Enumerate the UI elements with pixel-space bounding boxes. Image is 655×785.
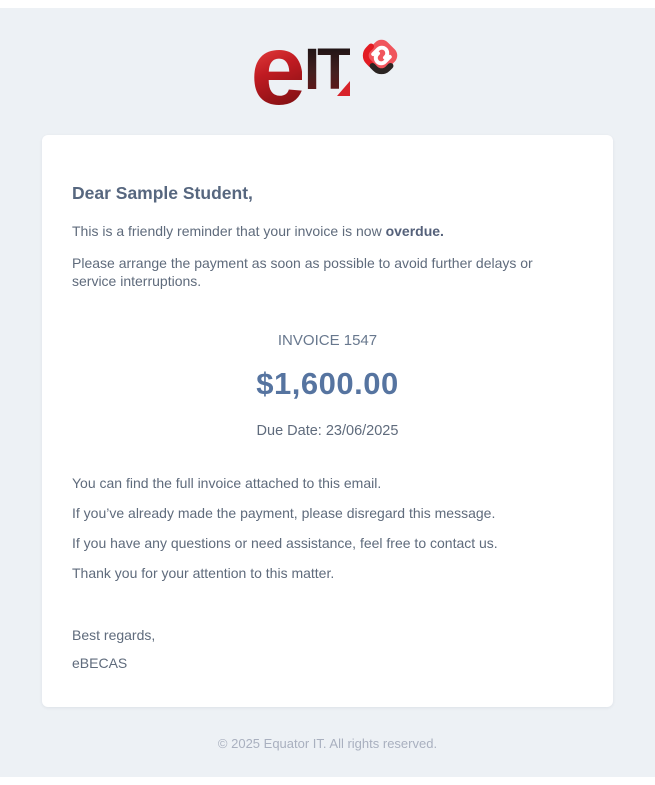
greeting: Dear Sample Student, [72,183,253,203]
email-canvas [0,8,655,777]
equator-it-logo [0,14,655,126]
copyright-footer: © 2025 Equator IT. All rights reserved. [217,736,438,751]
invoice-summary [72,332,583,440]
disregard-note: If you’ve already made the payment, please disregard this message. [72,505,496,521]
invoice-number: INVOICE 1547 [277,332,378,349]
invoice-due-date: Due Date: 23/06/2025 [256,423,399,439]
arrange-payment-paragraph: Please arrange the payment as soon as possible to avoid further delays or service interruptions. [72,255,533,289]
attachment-note: You can find the full invoice attached to this email. [72,475,382,491]
intro-text: This is a friendly reminder that your invoice is now [72,223,386,239]
email-body-card [42,135,613,707]
intro-paragraph [72,222,583,240]
overdue-emphasis: overdue. [385,223,444,239]
contact-note: If you have any questions or need assistance, feel free to contact us. [72,535,498,551]
bottom-strip [0,777,655,785]
signoff: Best regards, [72,627,156,643]
thanks-note: Thank you for your attention to this matter. [72,565,335,581]
logo-letter-e: e [250,14,303,126]
signature: eBECAS [72,655,128,671]
logo-letters-it: IT [304,37,350,102]
invoice-amount: $1,600.00 [256,366,399,401]
equator-it-mark-icon [358,32,405,79]
top-strip [0,0,655,8]
